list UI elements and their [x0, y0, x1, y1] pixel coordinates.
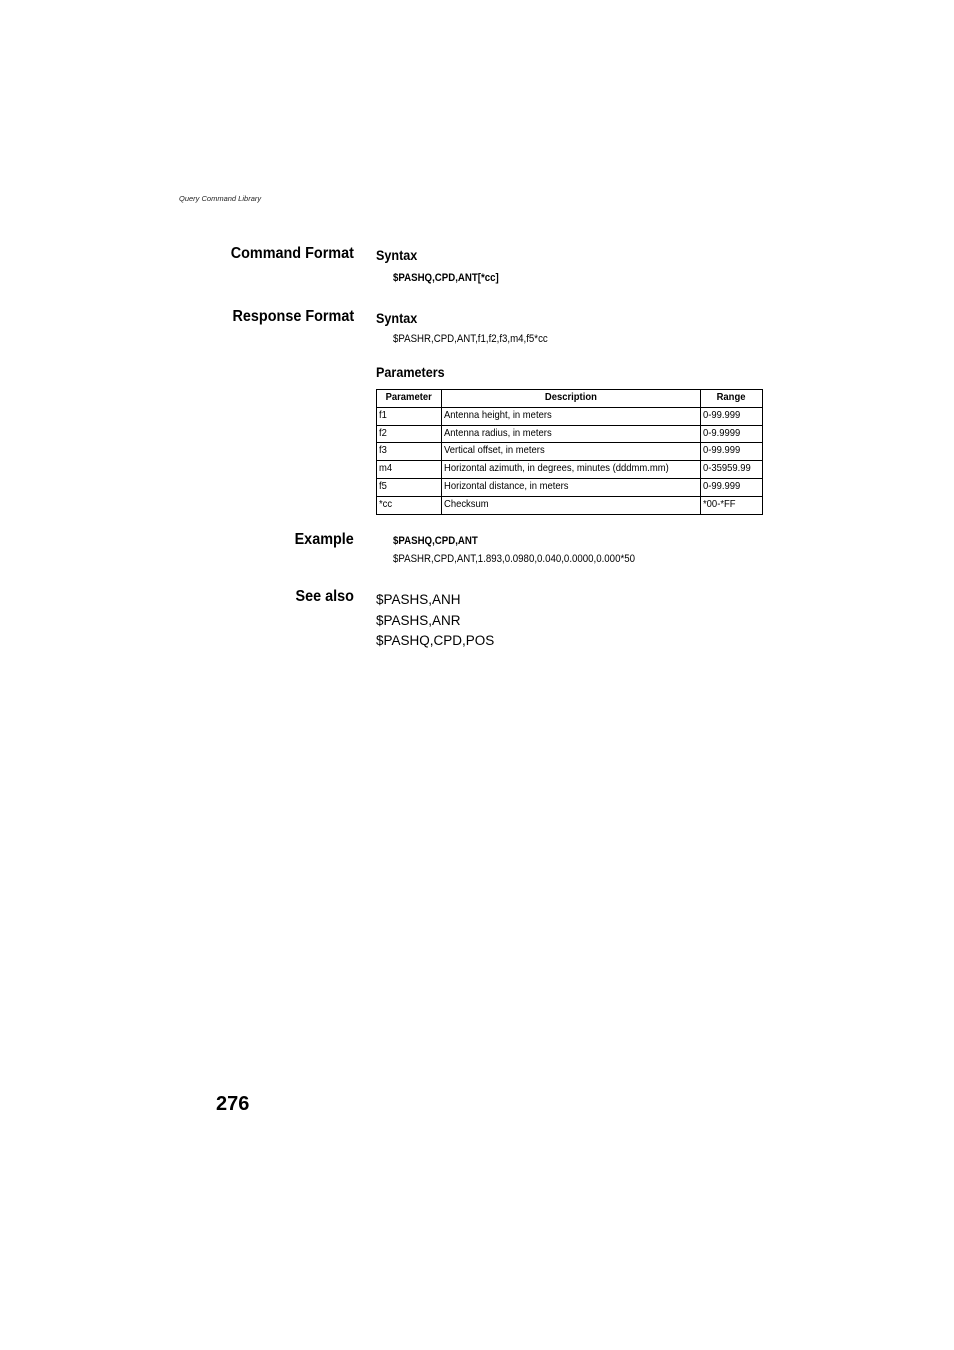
range-cell: *00-*FF — [701, 496, 763, 514]
description-cell: Checksum — [442, 496, 701, 514]
table-row — [377, 443, 763, 461]
description-cell: Antenna radius, in meters — [442, 425, 701, 443]
parameter-cell: m4 — [377, 461, 442, 479]
table-row — [377, 461, 763, 479]
command-syntax: $PASHQ,CPD,ANT[*cc] — [393, 272, 499, 284]
range-cell: 0-99.999 — [701, 407, 763, 425]
parameter-cell: f3 — [377, 443, 442, 461]
response-syntax-label: Syntax — [376, 310, 418, 326]
description-cell: Horizontal azimuth, in degrees, minutes (dddmm.mm) — [442, 461, 701, 479]
description-cell: Vertical offset, in meters — [442, 443, 701, 461]
description-cell: Horizontal distance, in meters — [442, 478, 701, 496]
table-row — [377, 425, 763, 443]
parameter-cell: f5 — [377, 478, 442, 496]
example-heading: Example — [294, 531, 354, 548]
description-cell: Antenna height, in meters — [442, 407, 701, 425]
running-header: Query Command Library — [179, 194, 262, 203]
parameter-cell: f1 — [377, 407, 442, 425]
table-row — [377, 496, 763, 514]
parameter-cell: f2 — [377, 425, 442, 443]
command-syntax-label: Syntax — [376, 247, 418, 263]
table-row — [377, 478, 763, 496]
parameter-cell: *cc — [377, 496, 442, 514]
see-also-item-pashs-anh[interactable]: $PASHS,ANH — [376, 592, 461, 607]
response-syntax: $PASHR,CPD,ANT,f1,f2,f3,m4,f5*cc — [393, 333, 548, 345]
table-header-row — [377, 390, 763, 408]
parameters-table — [376, 389, 763, 515]
command-format-heading: Command Format — [230, 245, 354, 262]
column-header-description: Description — [442, 390, 701, 408]
response-format-heading: Response Format — [232, 308, 354, 325]
range-cell: 0-35959.99 — [701, 461, 763, 479]
range-cell: 0-99.999 — [701, 478, 763, 496]
range-cell: 0-9.9999 — [701, 425, 763, 443]
column-header-range: Range — [701, 390, 763, 408]
see-also-list — [376, 590, 494, 652]
parameters-label: Parameters — [376, 364, 445, 380]
see-also-heading: See also — [295, 588, 354, 605]
see-also-item-pashs-anr[interactable]: $PASHS,ANR — [376, 612, 461, 628]
example-response: $PASHR,CPD,ANT,1.893,0.0980,0.040,0.0000,0.000*50 — [393, 553, 635, 565]
table-row — [377, 407, 763, 425]
example-command: $PASHQ,CPD,ANT — [393, 535, 478, 547]
page-number: 276 — [216, 1093, 250, 1115]
range-cell: 0-99.999 — [701, 443, 763, 461]
see-also-item-pashq-cpd-pos[interactable]: $PASHQ,CPD,POS — [376, 633, 495, 648]
column-header-parameter: Parameter — [377, 390, 442, 408]
